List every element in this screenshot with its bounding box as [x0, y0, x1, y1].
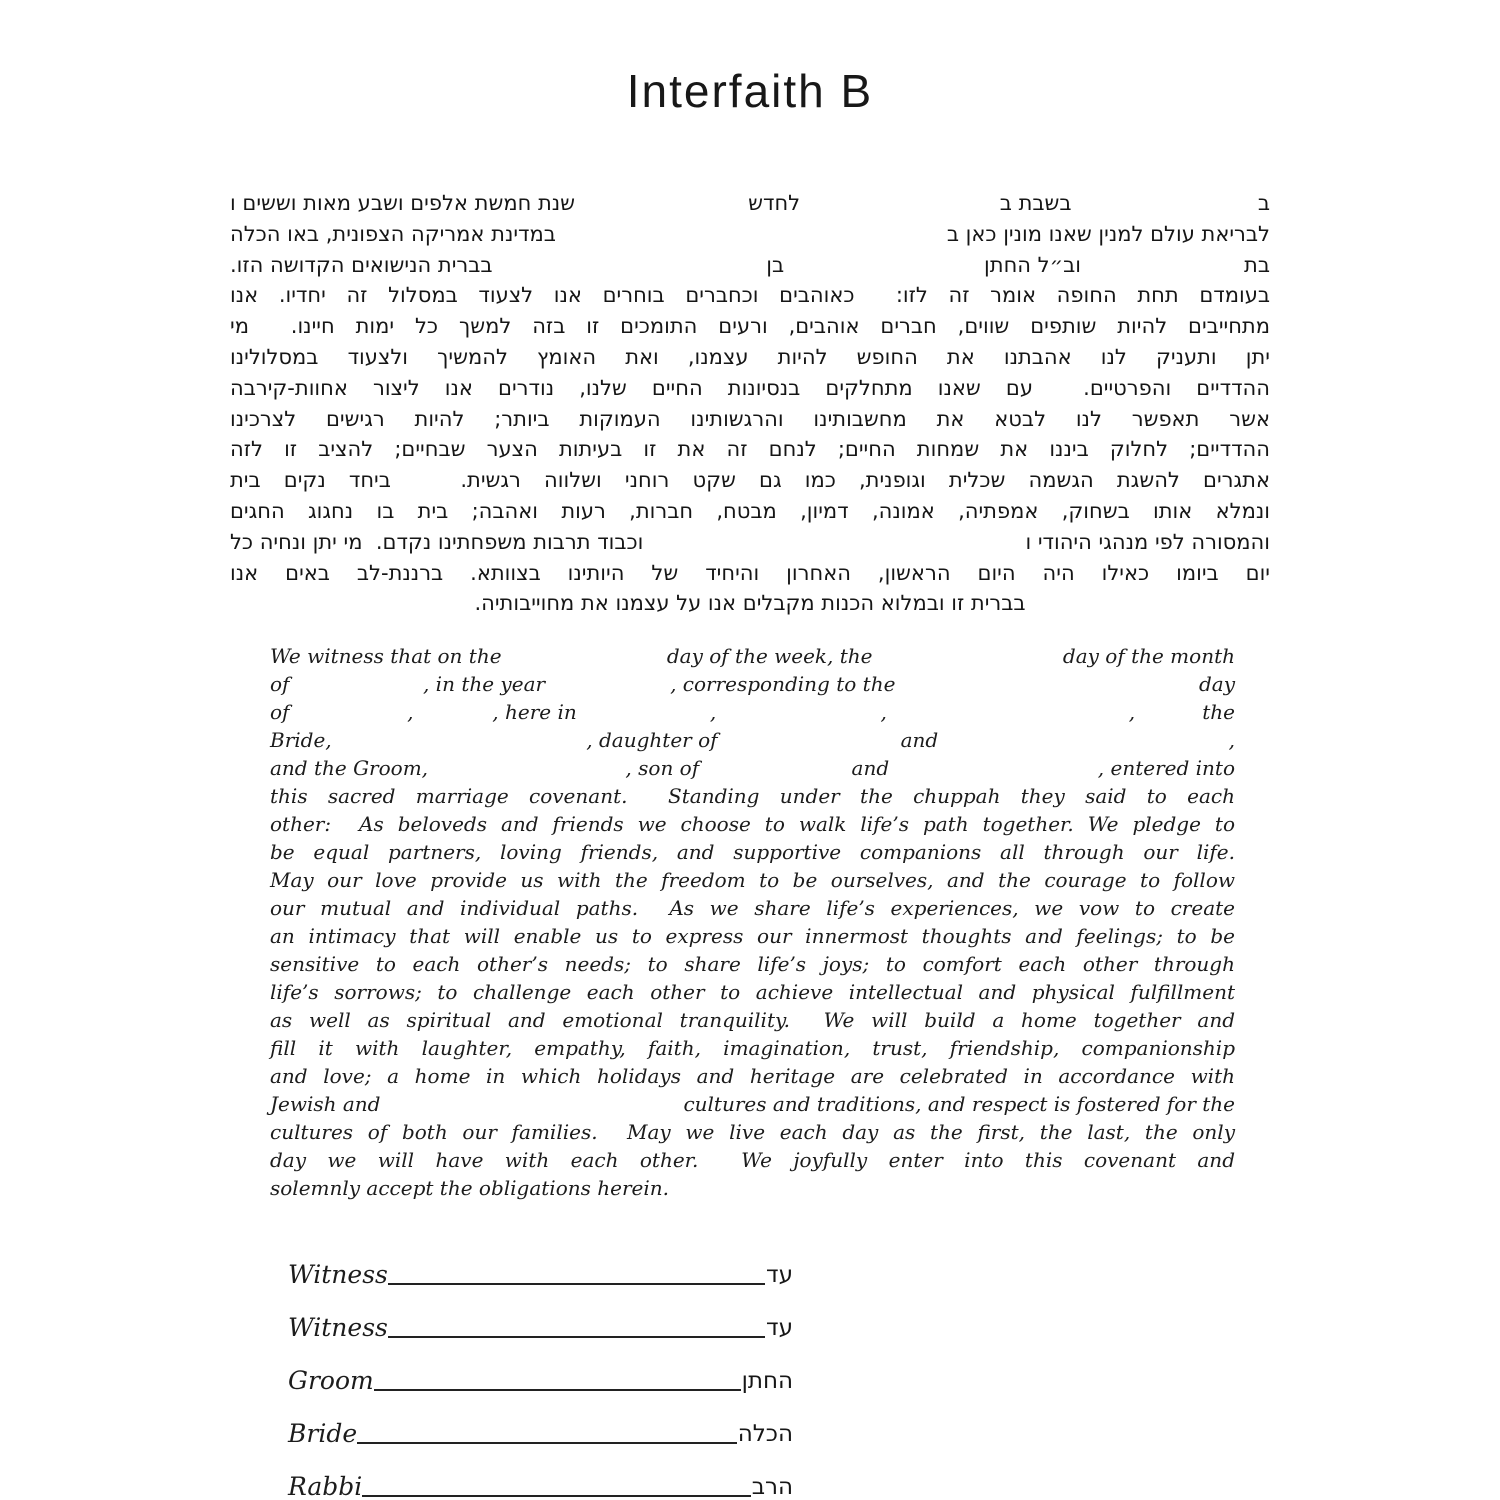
signature-hebrew-label: עד	[766, 1315, 793, 1341]
text-segment: וב״ל החתן	[984, 252, 1082, 277]
text-segment: , daughter of	[586, 728, 718, 752]
text-segment: and the Groom,	[270, 756, 429, 780]
text-line: and love; a home in which holidays and heritage are celebrated in accordance with	[270, 1064, 1235, 1088]
signature-row	[288, 1460, 793, 1500]
text-segment: of	[270, 700, 290, 724]
text-line	[270, 754, 1235, 782]
text-segment: בן	[766, 252, 785, 277]
text-segment: day of the week, the	[666, 644, 873, 668]
signature-hebrew-label: החתן	[741, 1368, 793, 1394]
text-line: ונמלא אותו בשחוק, אמפתיה, אמונה, דמיון, מבטח, חברות, רעות ואהבה; בית בו נחגוג החגים	[230, 498, 1270, 523]
text-line	[230, 250, 1270, 281]
text-segment: ,	[709, 700, 717, 724]
text-segment: ,	[1228, 728, 1235, 752]
text-segment: בשבת ב	[999, 191, 1072, 215]
signature-underline	[362, 1494, 750, 1497]
text-line: sensitive to each other’s needs; to share life’s joys; to comfort each other through	[270, 952, 1235, 976]
text-segment: והמסורה לפי מנהגי היהודי ו	[1025, 529, 1270, 554]
signature-role-label: Groom	[288, 1366, 374, 1395]
text-segment: ,	[880, 700, 887, 724]
text-line	[270, 670, 1235, 698]
signature-row	[288, 1407, 793, 1449]
signature-hebrew-label: עד	[766, 1262, 793, 1288]
text-segment: , here in	[492, 700, 577, 724]
signature-underline	[388, 1335, 765, 1338]
text-segment: לבריאת עולם למנין שאנו מונין כאן ב	[946, 221, 1270, 246]
text-line: ההדדיים והפרטיים. עם שאנו מתחלקים בנסיונות החיים שלנו, נודרים אנו ליצור אחוות-קירבה	[230, 375, 1270, 400]
signature-hebrew-label: הכלה	[737, 1421, 793, 1447]
text-line	[230, 527, 1270, 558]
text-segment: We witness that on the	[270, 644, 502, 668]
text-line	[230, 219, 1270, 250]
text-segment: , in the year	[422, 672, 546, 696]
text-line: an intimacy that will enable us to express our innermost thoughts and feelings; to be	[270, 924, 1235, 948]
text-line: בעומדם תחת החופה אומר זה לזו: כאוהבים וכחברים בוחרים אנו לצעוד במסלול זה יחדיו. אנו	[230, 283, 1270, 308]
text-segment: בברית הנישואים הקדושה הזו.	[230, 252, 493, 277]
text-segment: and	[900, 728, 939, 752]
hebrew-text-block	[230, 188, 1270, 619]
text-line: בברית זו ובמלוא הכנות מקבלים אנו על עצמנו את מחוייבותיה.	[474, 591, 1026, 616]
page-title: Interfaith B	[626, 65, 874, 117]
text-line: as well as spiritual and emotional tranquility. We will build a home together and	[270, 1008, 1235, 1032]
text-segment: , corresponding to the	[670, 672, 896, 696]
text-line: May our love provide us with the freedom to be ourselves, and the courage to follow	[270, 868, 1235, 892]
signature-role-label: Witness	[288, 1313, 388, 1342]
text-segment: cultures and traditions, and respect is fostered for the	[683, 1092, 1235, 1116]
text-segment: לחדש	[748, 191, 801, 215]
text-line: this sacred marriage covenant. Standing under the chuppah they said to each	[270, 784, 1235, 808]
text-line: אשר תאפשר לנו לבטא את מחשבותינו והרגשותינו העמוקות ביותר; להיות רגישים לצרכינו	[230, 406, 1270, 431]
text-segment: ב	[1257, 191, 1270, 215]
signature-role-label: Witness	[288, 1260, 388, 1289]
text-segment: day of the month	[1062, 644, 1235, 668]
text-line: life’s sorrows; to challenge each other to achieve intellectual and physical fulfillment	[270, 980, 1235, 1004]
text-segment: , entered into	[1097, 756, 1235, 780]
text-line: day we will have with each other. We joyfully enter into this covenant and	[270, 1148, 1235, 1172]
text-segment: במדינת אמריקה הצפונית, באו הכלה	[230, 221, 556, 246]
signature-row	[288, 1354, 793, 1396]
text-line	[270, 642, 1235, 670]
signature-role-label: Bride	[288, 1419, 358, 1448]
signature-row	[288, 1301, 793, 1343]
text-segment: בת	[1244, 252, 1270, 277]
text-line: cultures of both our families. May we live each day as the first, the last, the only	[270, 1120, 1235, 1144]
text-segment: Jewish and	[270, 1092, 381, 1116]
text-line: מתחייבים להיות שותפים שווים, חברים אוהבים, ורעים התומכים זו בזה למשך כל ימות חיינו. מי	[230, 314, 1270, 339]
text-segment: Bride,	[270, 728, 332, 752]
text-line: our mutual and individual paths. As we share life’s experiences, we vow to create	[270, 896, 1235, 920]
text-segment: , son of	[625, 756, 700, 780]
text-segment: שנת חמשת אלפים ושבע מאות וששים ו	[230, 191, 576, 215]
text-line: אתגרים להשגת הגשמה שכלית וגופנית, כמו גם שקט רוחני ושלווה רגשית. ביחד נקים בית	[230, 468, 1270, 493]
text-line	[270, 1090, 1235, 1118]
text-segment: וכבוד תרבות משפחתינו נקדם. מי יתן ונחיה כל	[230, 529, 644, 554]
text-line: ההדדיים; לחלוק ביננו את שמחות החיים; לנחם זה את זו בעיתות הצער שבחיים; להציב זו לזה	[230, 437, 1270, 462]
text-line: other: As beloveds and friends we choose to walk life’s path together. We pledge to	[270, 812, 1235, 836]
text-line	[230, 188, 1270, 219]
signature-role-label: Rabbi	[288, 1472, 363, 1500]
text-line: solemnly accept the obligations herein.	[270, 1176, 669, 1200]
signature-underline	[357, 1441, 737, 1444]
text-line: יתן ותעניק לנו אהבתנו את החופש להיות עצמנו, ואת האומץ להמשיך ולצעוד במסלולינו	[230, 344, 1270, 369]
signature-hebrew-label: הרב	[751, 1474, 793, 1500]
text-segment: of	[270, 672, 290, 696]
signature-underline	[388, 1282, 765, 1285]
text-segment: the	[1202, 700, 1235, 724]
text-segment: and	[851, 756, 890, 780]
signature-row	[288, 1248, 793, 1290]
text-line	[270, 726, 1235, 754]
text-segment: day	[1198, 672, 1235, 696]
text-segment: ,	[1128, 700, 1136, 724]
signature-underline	[374, 1388, 741, 1391]
text-line: fill it with laughter, empathy, faith, imagination, trust, friendship, companionship	[270, 1036, 1235, 1060]
text-line: be equal partners, loving friends, and supportive companions all through our life.	[270, 840, 1235, 864]
text-line: יום ביומו כאילו היה היום הראשון, האחרון והיחיד של היותינו בצוותא. ברננת-לב באים אנו	[230, 560, 1270, 585]
signature-block	[288, 1248, 793, 1500]
text-segment: ,	[407, 700, 414, 724]
english-text-block	[270, 642, 1235, 1202]
text-line	[270, 698, 1235, 726]
